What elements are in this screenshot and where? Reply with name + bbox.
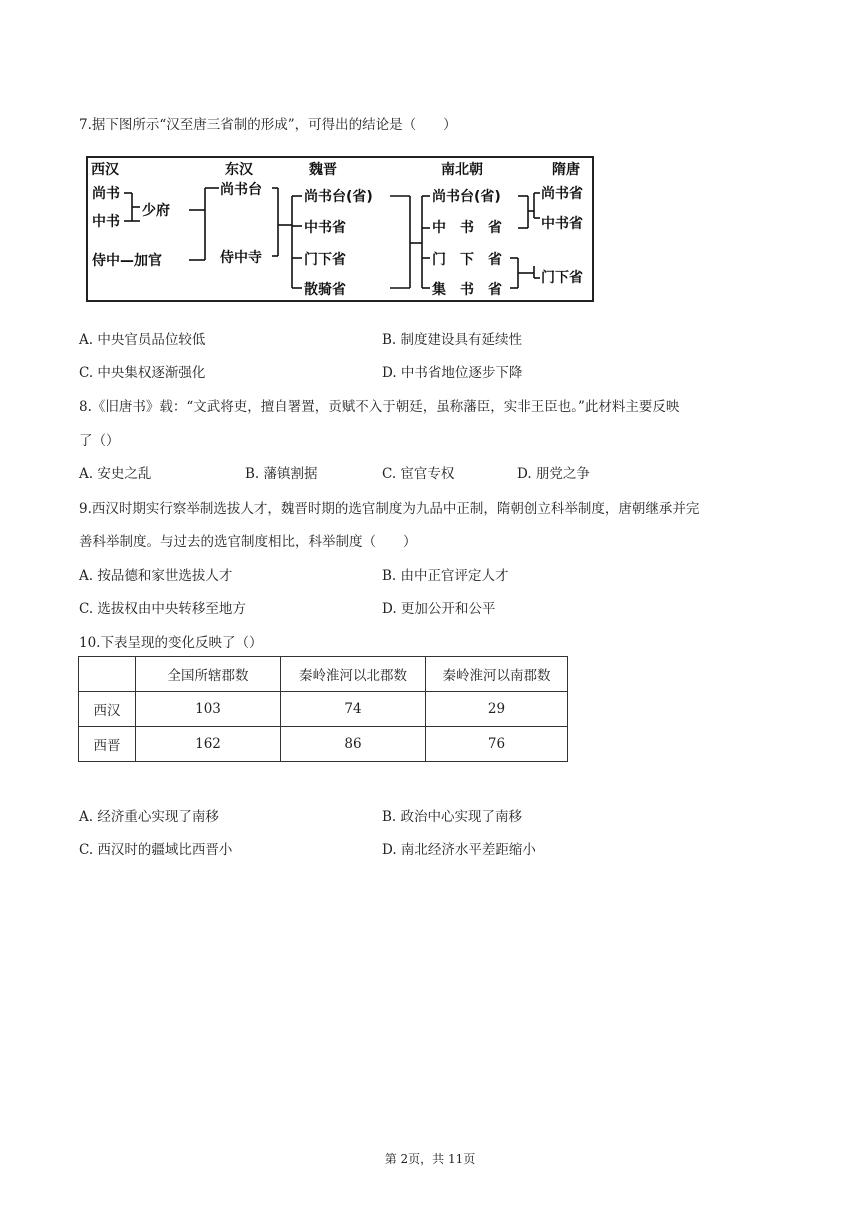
weijin-menxiasheng: 门下省 [304, 252, 346, 268]
q8-option-c[interactable]: C. 宦官专权 [382, 466, 455, 482]
table-cell: 西晋 [79, 727, 136, 762]
q7-stem: 7.据下图所示“汉至唐三省制的形成”，可得出的结论是（ ） [79, 117, 457, 133]
suitang-menxiasheng: 门下省 [541, 270, 583, 286]
nanbeichao-connectors [510, 193, 540, 288]
table-header-cell: 秦岭淮河以南郡数 [426, 657, 568, 692]
q7-option-a[interactable]: A. 中央官员品位较低 [79, 332, 206, 348]
nanbeichao-menxiasheng: 门 下 省 [432, 252, 502, 268]
weijin-sanjisheng: 散骑省 [304, 282, 346, 298]
q8-option-d[interactable]: D. 朋党之争 [517, 466, 590, 482]
era-donghan: 东汉 [225, 162, 253, 178]
page-footer: 第 2页，共 11页 [384, 1152, 476, 1166]
era-weijin: 魏晋 [309, 162, 337, 178]
table-cell: 103 [136, 692, 281, 727]
xihan-shangshu: 尚书 [92, 186, 120, 202]
era-nanbeichao: 南北朝 [441, 162, 483, 178]
table-header-row [79, 657, 568, 692]
table-cell: 162 [136, 727, 281, 762]
table-cell: 76 [426, 727, 568, 762]
xihan-shaofu: 少府 [142, 203, 170, 219]
q10-option-c[interactable]: C. 西汉时的疆域比西晋小 [79, 842, 233, 858]
table-cell: 西汉 [79, 692, 136, 727]
nanbeichao-shangshutai: 尚书台(省) [432, 189, 501, 205]
q10-option-a[interactable]: A. 经济重心实现了南移 [79, 809, 219, 825]
weijin-connectors [390, 196, 430, 288]
era-suitang: 隋唐 [552, 162, 580, 178]
q9-option-d[interactable]: D. 更加公开和公平 [382, 601, 496, 617]
q10-option-d[interactable]: D. 南北经济水平差距缩小 [382, 842, 536, 858]
q8-option-a[interactable]: A. 安史之乱 [79, 466, 152, 482]
table-cell: 74 [281, 692, 426, 727]
table-row [79, 727, 568, 762]
nanbeichao-zhongshusheng: 中 书 省 [432, 220, 502, 236]
q8-stem-line1: 8.《旧唐书》载：“文武将吏，擅自署置，贡赋不入于朝廷，虽称藩臣，实非王臣也。”此材料主要反映 [79, 399, 680, 415]
donghan-shizhongsi: 侍中寺 [220, 250, 262, 266]
xihan-shizhong: 侍中—加官 [92, 253, 162, 269]
q8-option-b[interactable]: B. 藩镇割据 [245, 466, 318, 482]
table-header-cell: 秦岭淮河以北郡数 [281, 657, 426, 692]
q10-option-b[interactable]: B. 政治中心实现了南移 [382, 809, 523, 825]
q7-option-d[interactable]: D. 中书省地位逐步下降 [382, 365, 523, 381]
table-header-cell: 全国所辖郡数 [136, 657, 281, 692]
nanbeichao-jishusheng: 集 书 省 [432, 282, 502, 298]
donghan-shangshutai: 尚书台 [220, 182, 262, 198]
table-cell: 86 [281, 727, 426, 762]
q9-option-b[interactable]: B. 由中正官评定人才 [382, 568, 509, 584]
q9-stem-line1: 9.西汉时期实行察举制选拔人才，魏晋时期的选官制度为九品中正制，隋朝创立科举制度，唐朝继承并完 [79, 501, 700, 517]
table-row [79, 692, 568, 727]
suitang-shangshusheng: 尚书省 [541, 186, 583, 202]
q7-option-b[interactable]: B. 制度建设具有延续性 [382, 332, 523, 348]
table-header-cell [79, 657, 136, 692]
q10-stem: 10.下表呈现的变化反映了（） [79, 635, 263, 651]
weijin-shangshutai: 尚书台(省) [304, 189, 373, 205]
q7-option-c[interactable]: C. 中央集权逐渐强化 [79, 365, 206, 381]
q9-option-a[interactable]: A. 按品德和家世选拔人才 [79, 568, 233, 584]
table-cell: 29 [426, 692, 568, 727]
q9-stem-line2: 善科举制度。与过去的选官制度相比，科举制度（ ） [79, 534, 417, 550]
q9-option-c[interactable]: C. 选拔权由中央转移至地方 [79, 601, 246, 617]
q10-table [78, 656, 568, 762]
xihan-zhongshu: 中书 [92, 214, 120, 230]
xihan-connectors [124, 188, 219, 260]
q8-stem-line2: 了（） [79, 433, 120, 449]
diagram-svg [88, 158, 592, 300]
three-departments-diagram [86, 156, 594, 302]
weijin-zhongshusheng: 中书省 [304, 220, 346, 236]
suitang-zhongshusheng: 中书省 [541, 216, 583, 232]
era-xihan: 西汉 [91, 162, 119, 178]
donghan-connectors [272, 188, 302, 288]
